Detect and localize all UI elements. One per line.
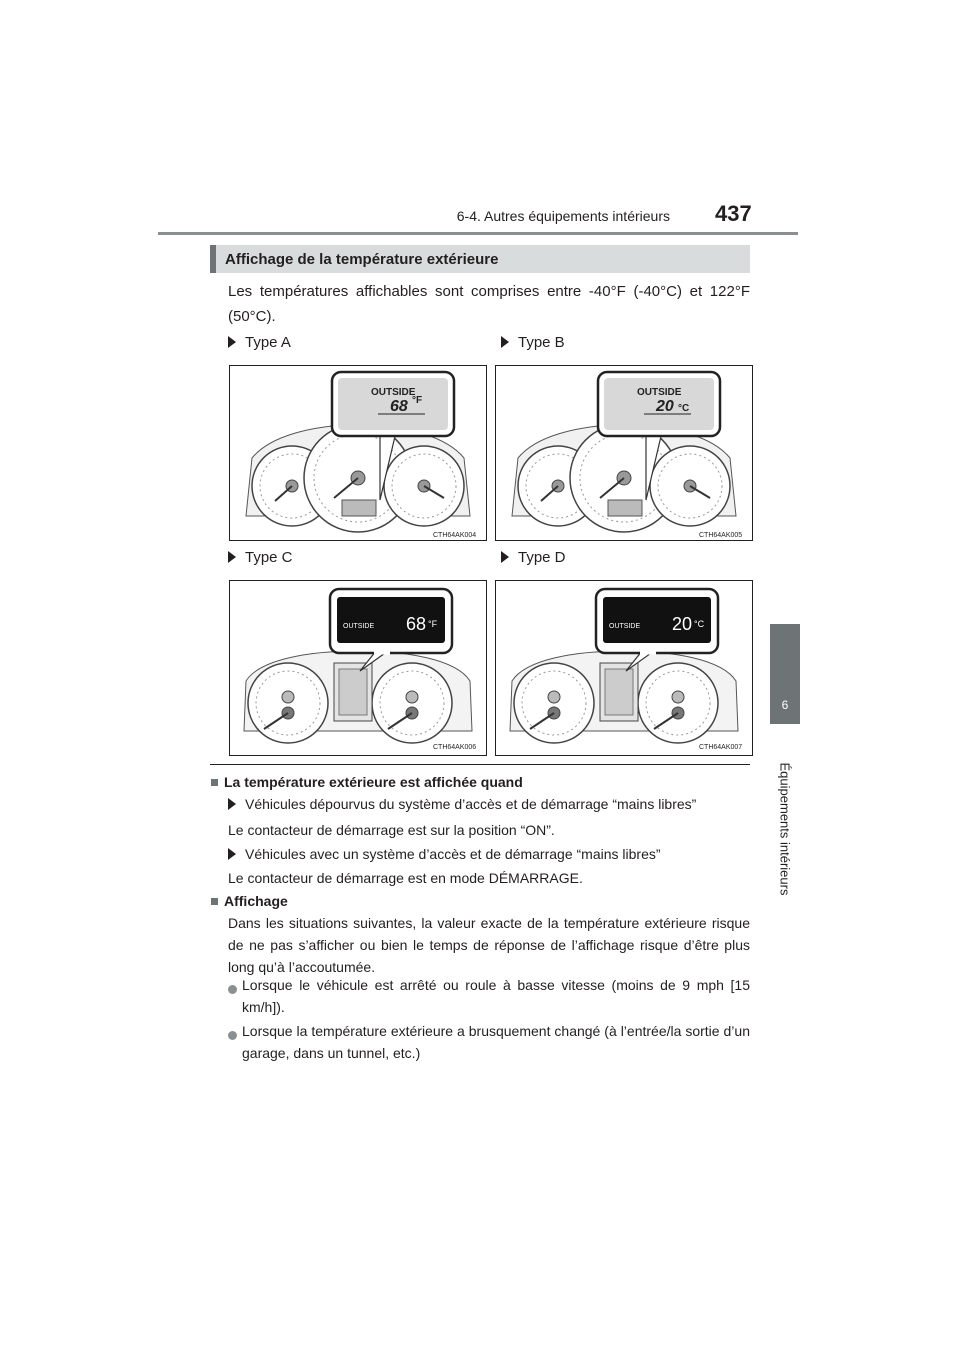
notes-divider <box>210 764 750 765</box>
type-b-label <box>501 334 565 351</box>
header-rule <box>158 232 798 235</box>
display-outside-b: OUTSIDE <box>637 387 682 398</box>
intro-paragraph: Les températures affichables sont comprises entre -40°F (-40°C) et 122°F (50°C). <box>228 283 750 325</box>
figure-code-b: CTH64AK005 <box>699 532 743 539</box>
figure-code-a: CTH64AK004 <box>433 532 477 539</box>
bullet-sudden-change: Lorsque la température extérieure a brusquement changé (à l’entrée/la sortie d’un garage, dans un tunnel, etc.) <box>242 1023 750 1061</box>
chapter-tab-label-text: Équipements intérieurs <box>777 762 793 896</box>
chapter-tab-label <box>770 734 800 924</box>
triangle-bullet-icon <box>228 551 236 563</box>
square-bullet-icon <box>211 898 218 905</box>
section-heading-text: Affichage de la température extérieure <box>225 251 499 268</box>
type-c-label <box>228 549 293 566</box>
type-d-text: Type D <box>518 549 566 566</box>
figure-type-b <box>495 365 753 541</box>
circle-bullet-icon <box>228 1027 237 1045</box>
triangle-bullet-icon <box>501 551 509 563</box>
display-unit-d: °C <box>694 619 705 629</box>
square-bullet-icon <box>211 779 218 786</box>
cluster-illustration-a <box>230 366 486 540</box>
sub-item-with-smart-key <box>228 843 661 865</box>
affichage-paragraph: Dans les situations suivantes, la valeur exacte de la température extérieure risque de ne pas s’afficher ou bien le temps de réponse de l’affichage risque d’être plus long qu’à l’accoutumée. <box>228 915 750 975</box>
display-unit-a: °F <box>412 395 423 406</box>
heading-bar <box>210 245 216 273</box>
display-temp-d: 20 <box>672 614 693 634</box>
note-heading-display-condition <box>211 771 523 793</box>
cluster-illustration-b <box>496 366 752 540</box>
chapter-tab-number: 6 <box>770 624 800 724</box>
type-d-label <box>501 549 566 566</box>
display-temp-c: 68 <box>406 614 427 634</box>
display-temp-a: 68 <box>390 398 408 415</box>
sub-item-without-smart-key-detail: Le contacteur de démarrage est sur la position “ON”. <box>228 822 555 838</box>
figure-type-c <box>229 580 487 756</box>
note-heading-affichage-text: Affichage <box>224 893 288 909</box>
figure-type-d <box>495 580 753 756</box>
display-outside-d: OUTSIDE <box>609 623 641 630</box>
bullet-low-speed: Lorsque le véhicule est arrêté ou roule à basse vitesse (moins de 9 mph [15 km/h]). <box>242 977 750 1015</box>
sub-item-without-smart-key <box>228 793 696 815</box>
triangle-bullet-icon <box>228 336 236 348</box>
triangle-bullet-icon <box>501 336 509 348</box>
figure-code-c: CTH64AK006 <box>433 744 477 751</box>
sub-item-without-smart-key-text: Véhicules dépourvus du système d’accès et de démarrage “mains libres” <box>245 796 697 812</box>
display-unit-b: °C <box>678 403 690 414</box>
circle-bullet-icon <box>228 981 237 999</box>
section-title: 6-4. Autres équipements intérieurs <box>456 208 670 224</box>
triangle-bullet-icon <box>228 798 236 810</box>
type-b-text: Type B <box>518 334 565 351</box>
type-c-text: Type C <box>245 549 293 566</box>
display-outside-c: OUTSIDE <box>343 623 375 630</box>
type-a-label <box>228 334 291 351</box>
figure-code-d: CTH64AK007 <box>699 744 743 751</box>
display-outside-a: OUTSIDE <box>371 387 416 398</box>
sub-item-with-smart-key-text: Véhicules avec un système d’accès et de démarrage “mains libres” <box>245 846 661 862</box>
note-heading-affichage <box>211 890 288 912</box>
note-heading-display-condition-text: La température extérieure est affichée quand <box>224 774 523 790</box>
display-unit-c: °F <box>428 619 438 629</box>
cluster-illustration-c <box>230 581 486 755</box>
type-a-text: Type A <box>245 334 291 351</box>
triangle-bullet-icon <box>228 848 236 860</box>
figure-type-a <box>229 365 487 541</box>
cluster-illustration-d <box>496 581 752 755</box>
page-number: 437 <box>715 201 752 226</box>
display-temp-b: 20 <box>656 398 674 415</box>
sub-item-with-smart-key-detail: Le contacteur de démarrage est en mode DÉMARRAGE. <box>228 870 583 886</box>
section-heading <box>210 245 750 273</box>
